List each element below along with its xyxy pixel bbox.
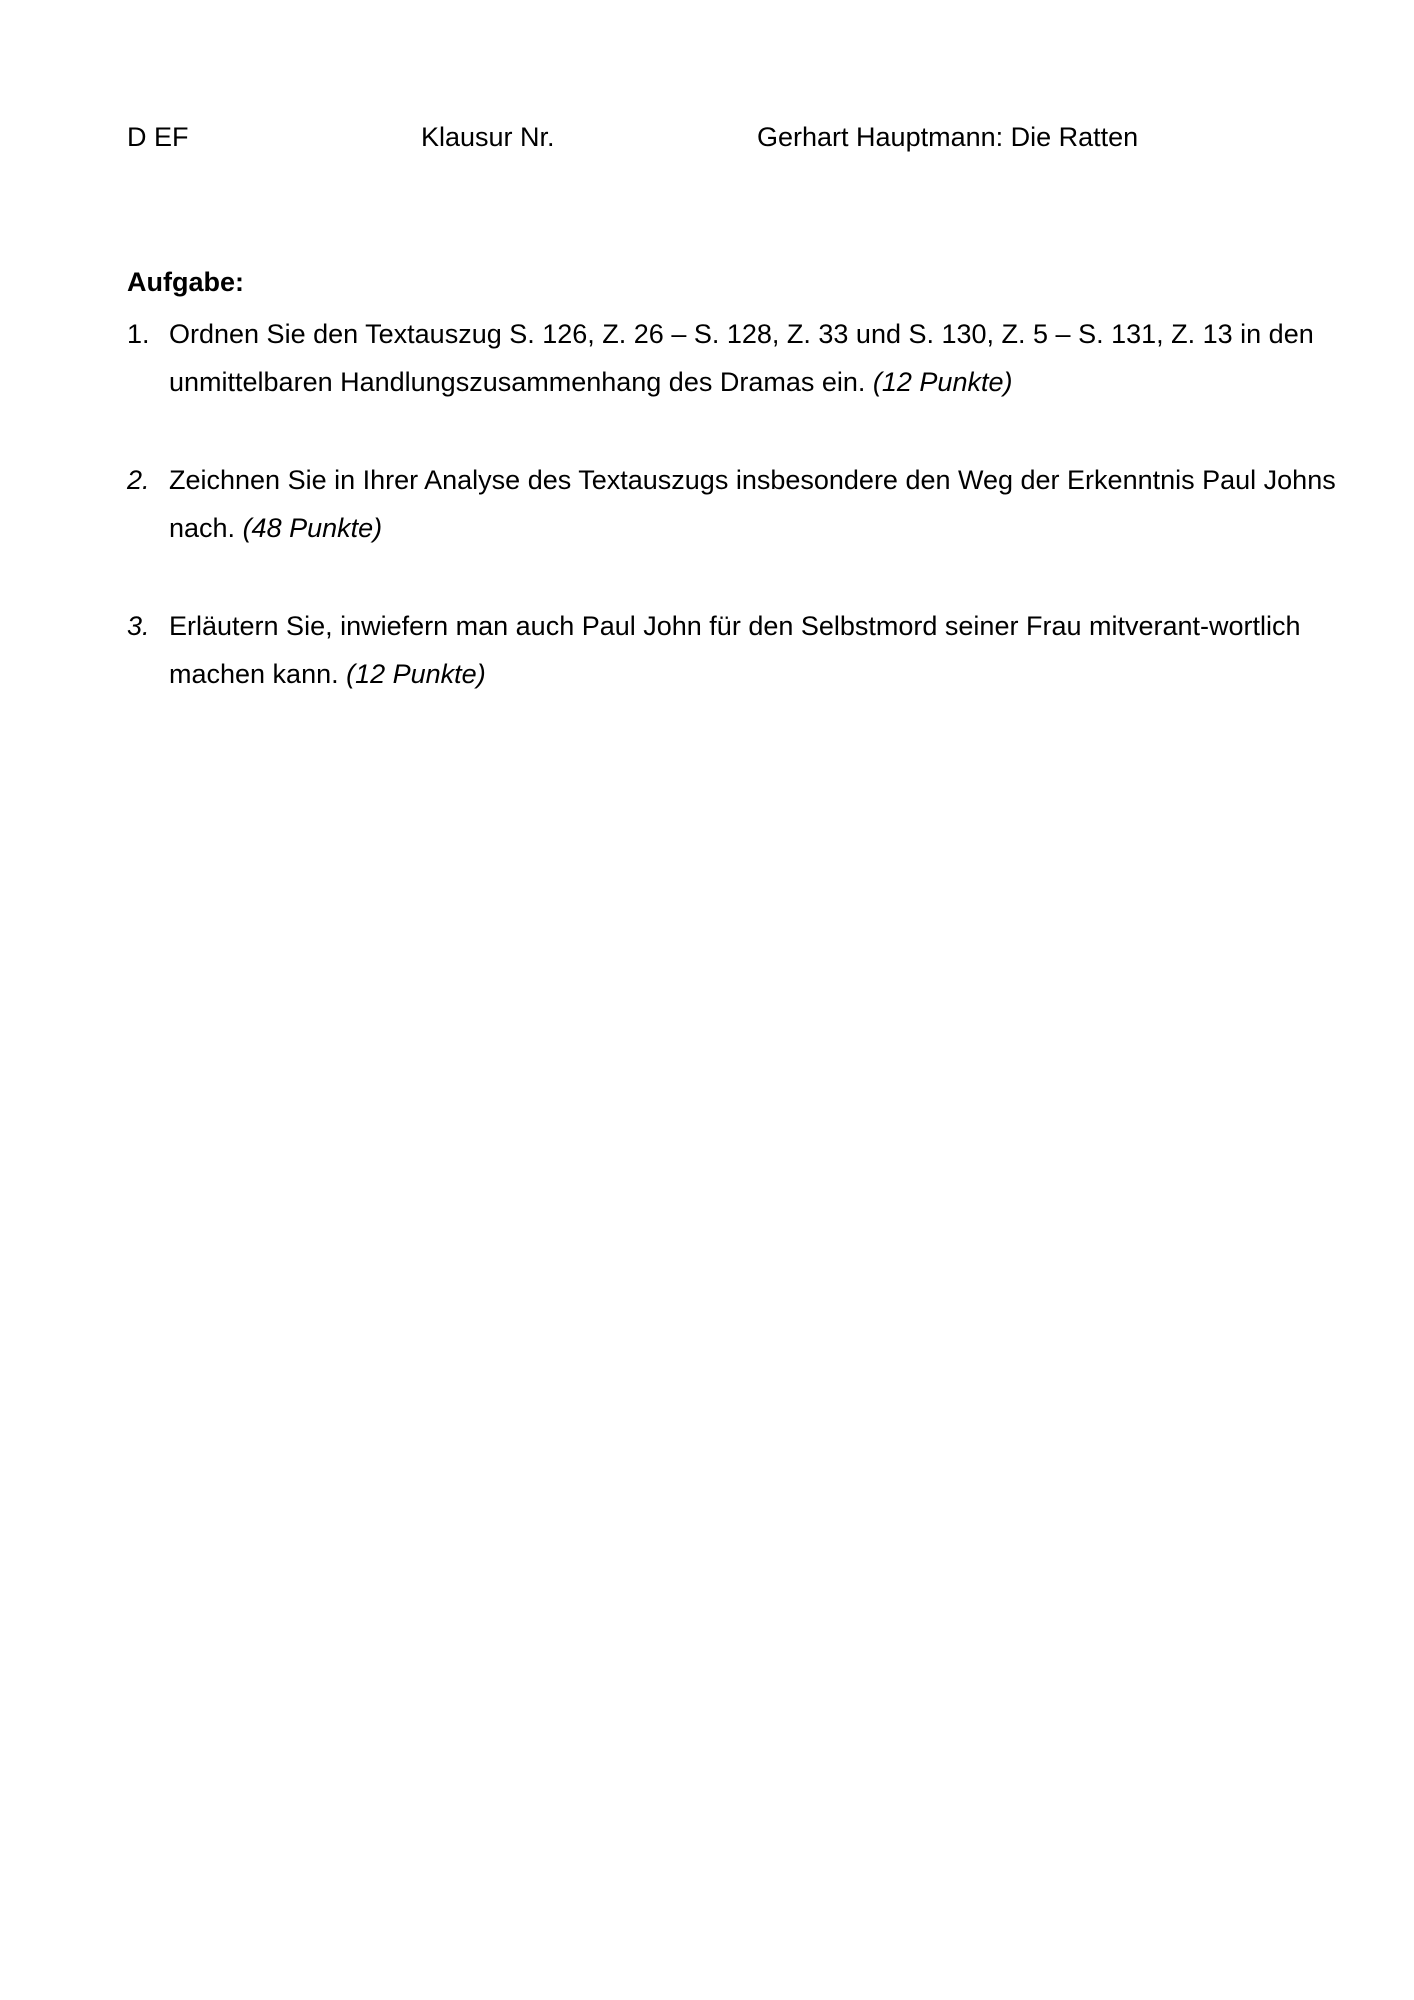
task-number: 2.: [127, 465, 150, 495]
task-text: Ordnen Sie den Textauszug S. 126, Z. 26 – S. 128, Z. 33 und S. 130, Z. 5 – S. 131, Z. 13 in den unmittelbaren Handlungszusammenhang des Dramas ein.: [169, 319, 1314, 397]
course-label: D EF: [127, 122, 189, 152]
task-points: (12 Punkte): [872, 367, 1013, 397]
task-points: (12 Punkte): [346, 659, 486, 689]
task-number: 3.: [127, 611, 150, 641]
task-text: Zeichnen Sie in Ihrer Analyse des Textauszugs insbesondere den Weg der Erkenntnis Paul Johns nach.: [169, 465, 1336, 543]
task-item: [127, 456, 1337, 552]
task-list: [127, 310, 1337, 748]
document-title: Gerhart Hauptmann: Die Ratten: [757, 122, 1139, 152]
task-text: Erläutern Sie, inwiefern man auch Paul John für den Selbstmord seiner Frau mitverant-wortlich machen kann.: [169, 611, 1301, 689]
task-heading: Aufgabe:: [127, 267, 244, 297]
task-points: (48 Punkte): [242, 513, 383, 543]
task-number: 1.: [127, 319, 150, 349]
task-item: [127, 602, 1337, 698]
document-header: [0, 117, 1414, 157]
task-item: [127, 310, 1337, 406]
exam-number-label: Klausur Nr.: [421, 122, 555, 152]
